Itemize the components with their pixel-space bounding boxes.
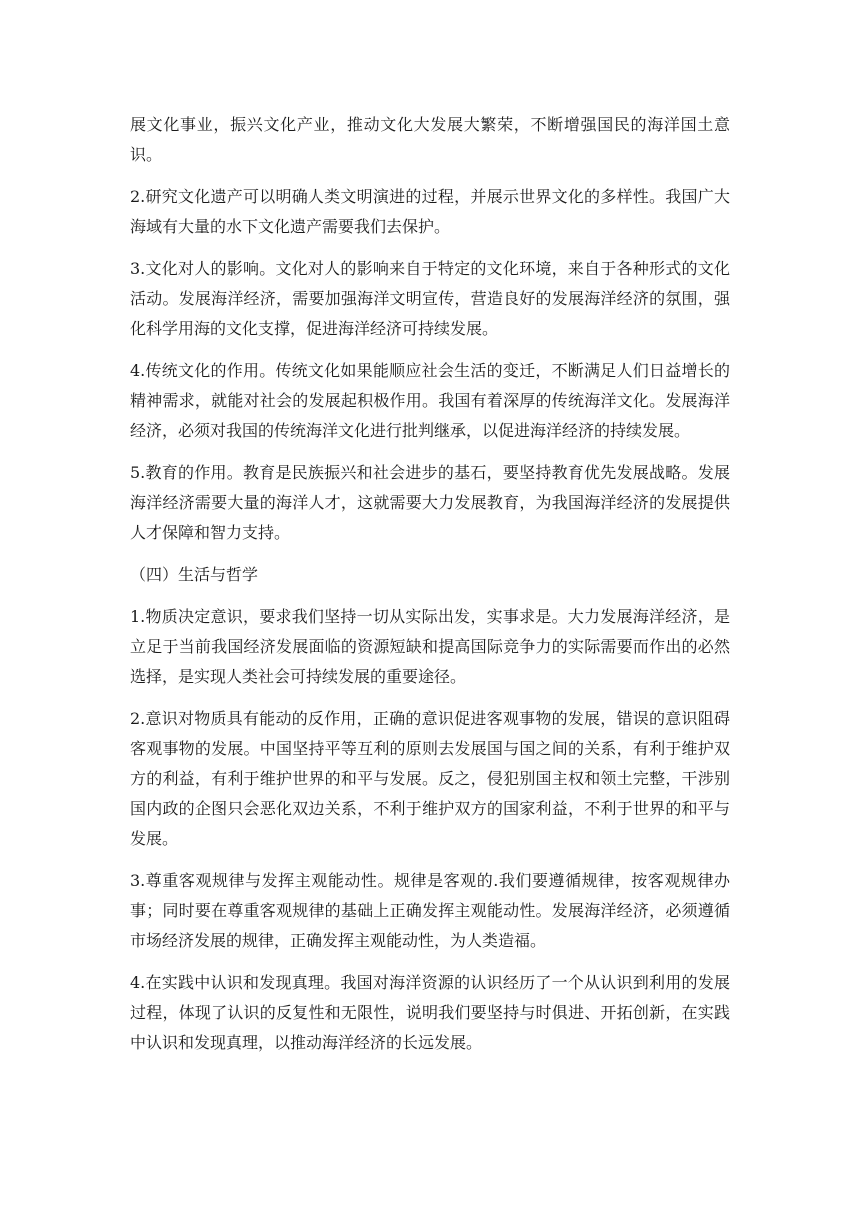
paragraph-education: 5.教育的作用。教育是民族振兴和社会进步的基石，要坚持教育优先发展战略。发展海洋经济需要大量的海洋人才，这就需要大力发展教育，为我国海洋经济的发展提供人才保障和智力支持。 [130,463,730,542]
paragraph-consciousness-reaction: 2.意识对物质具有能动的反作用，正确的意识促进客观事物的发展，错误的意识阻碍客观事物的发展。中国坚持平等互利的原则去发展国与国之间的关系，有利于维护双方的利益，有利于维护世界的和平与发展。反之，侵犯别国主权和领土完整，干涉别国内政的企图只会恶化双边关系，不利于维护双方的国家利益，不利于世界的和平与发展。 [130,709,730,848]
paragraph-practice-truth: 4.在实践中认识和发现真理。我国对海洋资源的认识经历了一个从认识到利用的发展过程，体现了认识的反复性和无限性，说明我们要坚持与时俱进、开拓创新，在实践中认识和发现真理，以推动海洋经济的长远发展。 [130,973,730,1052]
paragraph-cultural-heritage: 2.研究文化遗产可以明确人类文明演进的过程，并展示世界文化的多样性。我国广大海域有大量的水下文化遗产需要我们去保护。 [130,187,730,236]
section-heading: （四）生活与哲学 [130,565,259,584]
paragraph-traditional-culture: 4.传统文化的作用。传统文化如果能顺应社会生活的变迁，不断满足人们日益增长的精神需求，就能对社会的发展起积极作用。我国有着深厚的传统海洋文化。发展海洋经济，必须对我国的传统海洋文化进行批判继承，以促进海洋经济的持续发展。 [130,361,730,440]
paragraph-matter-consciousness: 1.物质决定意识，要求我们坚持一切从实际出发，实事求是。大力发展海洋经济，是立足于当前我国经济发展面临的资源短缺和提高国际竞争力的实际需要而作出的必然选择，是实现人类社会可持续发展的重要途径。 [130,607,730,686]
paragraph-continuation: 展文化事业，振兴文化产业，推动文化大发展大繁荣，不断增强国民的海洋国土意识。 [130,115,730,164]
paragraph-culture-influence: 3.文化对人的影响。文化对人的影响来自于特定的文化环境，来自于各种形式的文化活动。发展海洋经济，需要加强海洋文明宣传，营造良好的发展海洋经济的氛围，强化科学用海的文化支撑，促进海洋经济可持续发展。 [130,259,730,338]
paragraph-objective-laws: 3.尊重客观规律与发挥主观能动性。规律是客观的.我们要遵循规律，按客观规律办事；同时要在尊重客观规律的基础上正确发挥主观能动性。发展海洋经济，必须遵循市场经济发展的规律，正确发挥主观能动性，为人类造福。 [130,871,730,950]
